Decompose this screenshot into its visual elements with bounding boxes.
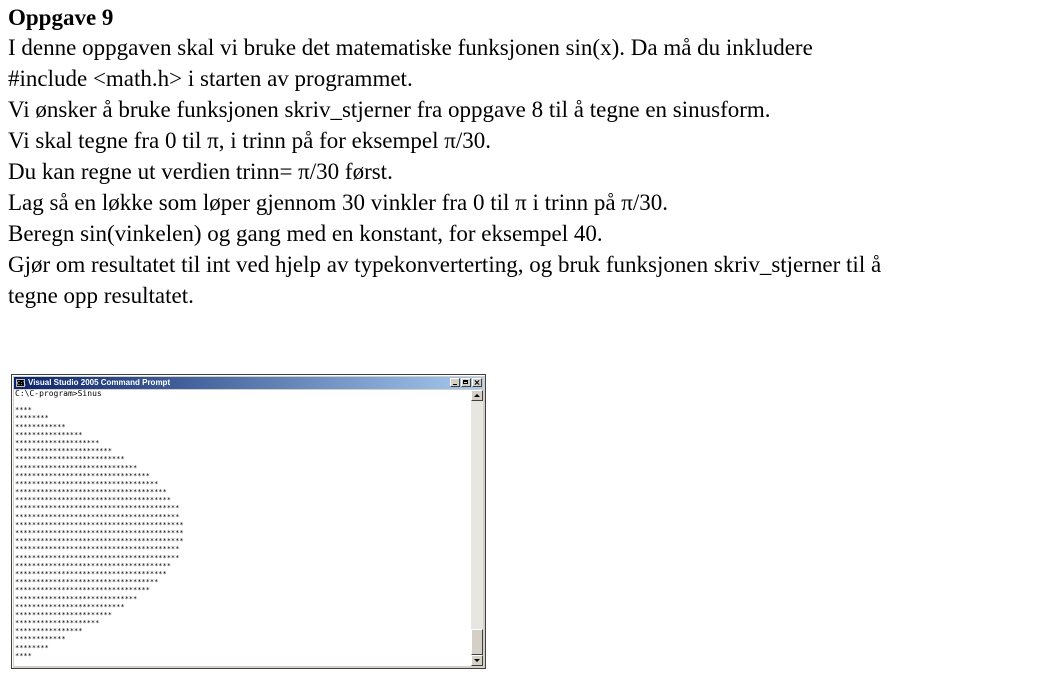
console-window-title: Visual Studio 2005 Command Prompt — [28, 378, 171, 387]
star-output-line: *********************** — [15, 447, 112, 456]
paragraph-line: I denne oppgaven skal vi bruke det matematiske funksjonen sin(x). Da må du inkludere — [8, 35, 813, 60]
scroll-up-icon[interactable] — [471, 390, 483, 401]
star-output-line: ***************************** — [15, 594, 138, 603]
paragraph-line: Vi skal tegne fra 0 til π, i trinn på for eksempel π/30. — [8, 128, 491, 153]
star-output-line: **************** — [15, 430, 83, 439]
exercise-title: Oppgave 9 — [8, 5, 114, 30]
star-output-line: *************************************** — [15, 553, 180, 562]
paragraph-line: #include <math.h> i starten av programmet. — [8, 66, 413, 91]
cmd-icon: C:\ — [17, 381, 27, 387]
star-output-line: *************************************** — [15, 512, 180, 521]
paragraph-line: Gjør om resultatet til int ved hjelp av typekonverterting, og bruk funksjonen skriv_stjerner til å — [8, 252, 882, 277]
star-output-line: *********************** — [15, 610, 112, 619]
paragraph-line: Vi ønsker å bruke funksjonen skriv_stjerner fra oppgave 8 til å tegne en sinusform. — [8, 97, 771, 122]
star-output-line: ************************************* — [15, 496, 171, 505]
star-output-line: ************ — [15, 635, 66, 644]
vertical-scrollbar[interactable] — [471, 390, 483, 666]
star-output-line: **************************************** — [15, 537, 184, 546]
star-output-line: ************ — [15, 422, 66, 431]
close-icon[interactable] — [472, 378, 482, 387]
star-output-line: **************************************** — [15, 529, 184, 537]
star-output-line: ************************************ — [15, 488, 167, 497]
star-output-line: **************** — [15, 627, 83, 636]
console-window-screenshot — [11, 374, 486, 669]
star-output-line: ************************************* — [15, 561, 171, 570]
paragraph-line: Du kan regne ut verdien trinn= π/30 først. — [8, 159, 393, 184]
console-output[interactable] — [14, 390, 471, 666]
star-output-line: **** — [15, 651, 32, 660]
star-output-line: ******************** — [15, 438, 100, 447]
star-output-line: *************************************** — [15, 504, 180, 513]
scrollbar-thumb[interactable] — [471, 629, 483, 655]
paragraph-line: Lag så en løkke som løper gjennom 30 vinkler fra 0 til π i trinn på π/30. — [8, 190, 669, 215]
console-prompt: C:\C-program>Sinus — [15, 390, 102, 398]
star-output-line: ***************************** — [15, 463, 138, 472]
star-output-line: ******** — [15, 643, 49, 652]
star-output-line: ******************** — [15, 619, 100, 628]
window-controls — [450, 378, 482, 387]
scroll-down-icon[interactable] — [471, 655, 483, 666]
star-output-line: ********************************** — [15, 578, 159, 587]
star-output-line: ********************************** — [15, 479, 159, 488]
star-output-line: ******************************** — [15, 586, 150, 595]
star-output-line: ******** — [15, 414, 49, 423]
star-output-line: ************************** — [15, 602, 125, 611]
paragraph-line: Beregn sin(vinkelen) og gang med en konstant, for eksempel 40. — [8, 221, 603, 246]
star-output-line: **************************************** — [15, 520, 184, 529]
star-output-line: **** — [15, 406, 32, 415]
paragraph-line: tegne opp resultatet. — [8, 283, 194, 308]
document — [8, 4, 1038, 311]
star-output-line: ******************************** — [15, 471, 150, 480]
console-titlebar[interactable] — [14, 377, 483, 389]
star-output-line: ************************** — [15, 455, 125, 464]
minimize-icon[interactable] — [450, 378, 460, 387]
star-output-line: ************************************ — [15, 569, 167, 578]
star-output-line: *************************************** — [15, 545, 180, 554]
maximize-icon[interactable] — [461, 378, 471, 387]
